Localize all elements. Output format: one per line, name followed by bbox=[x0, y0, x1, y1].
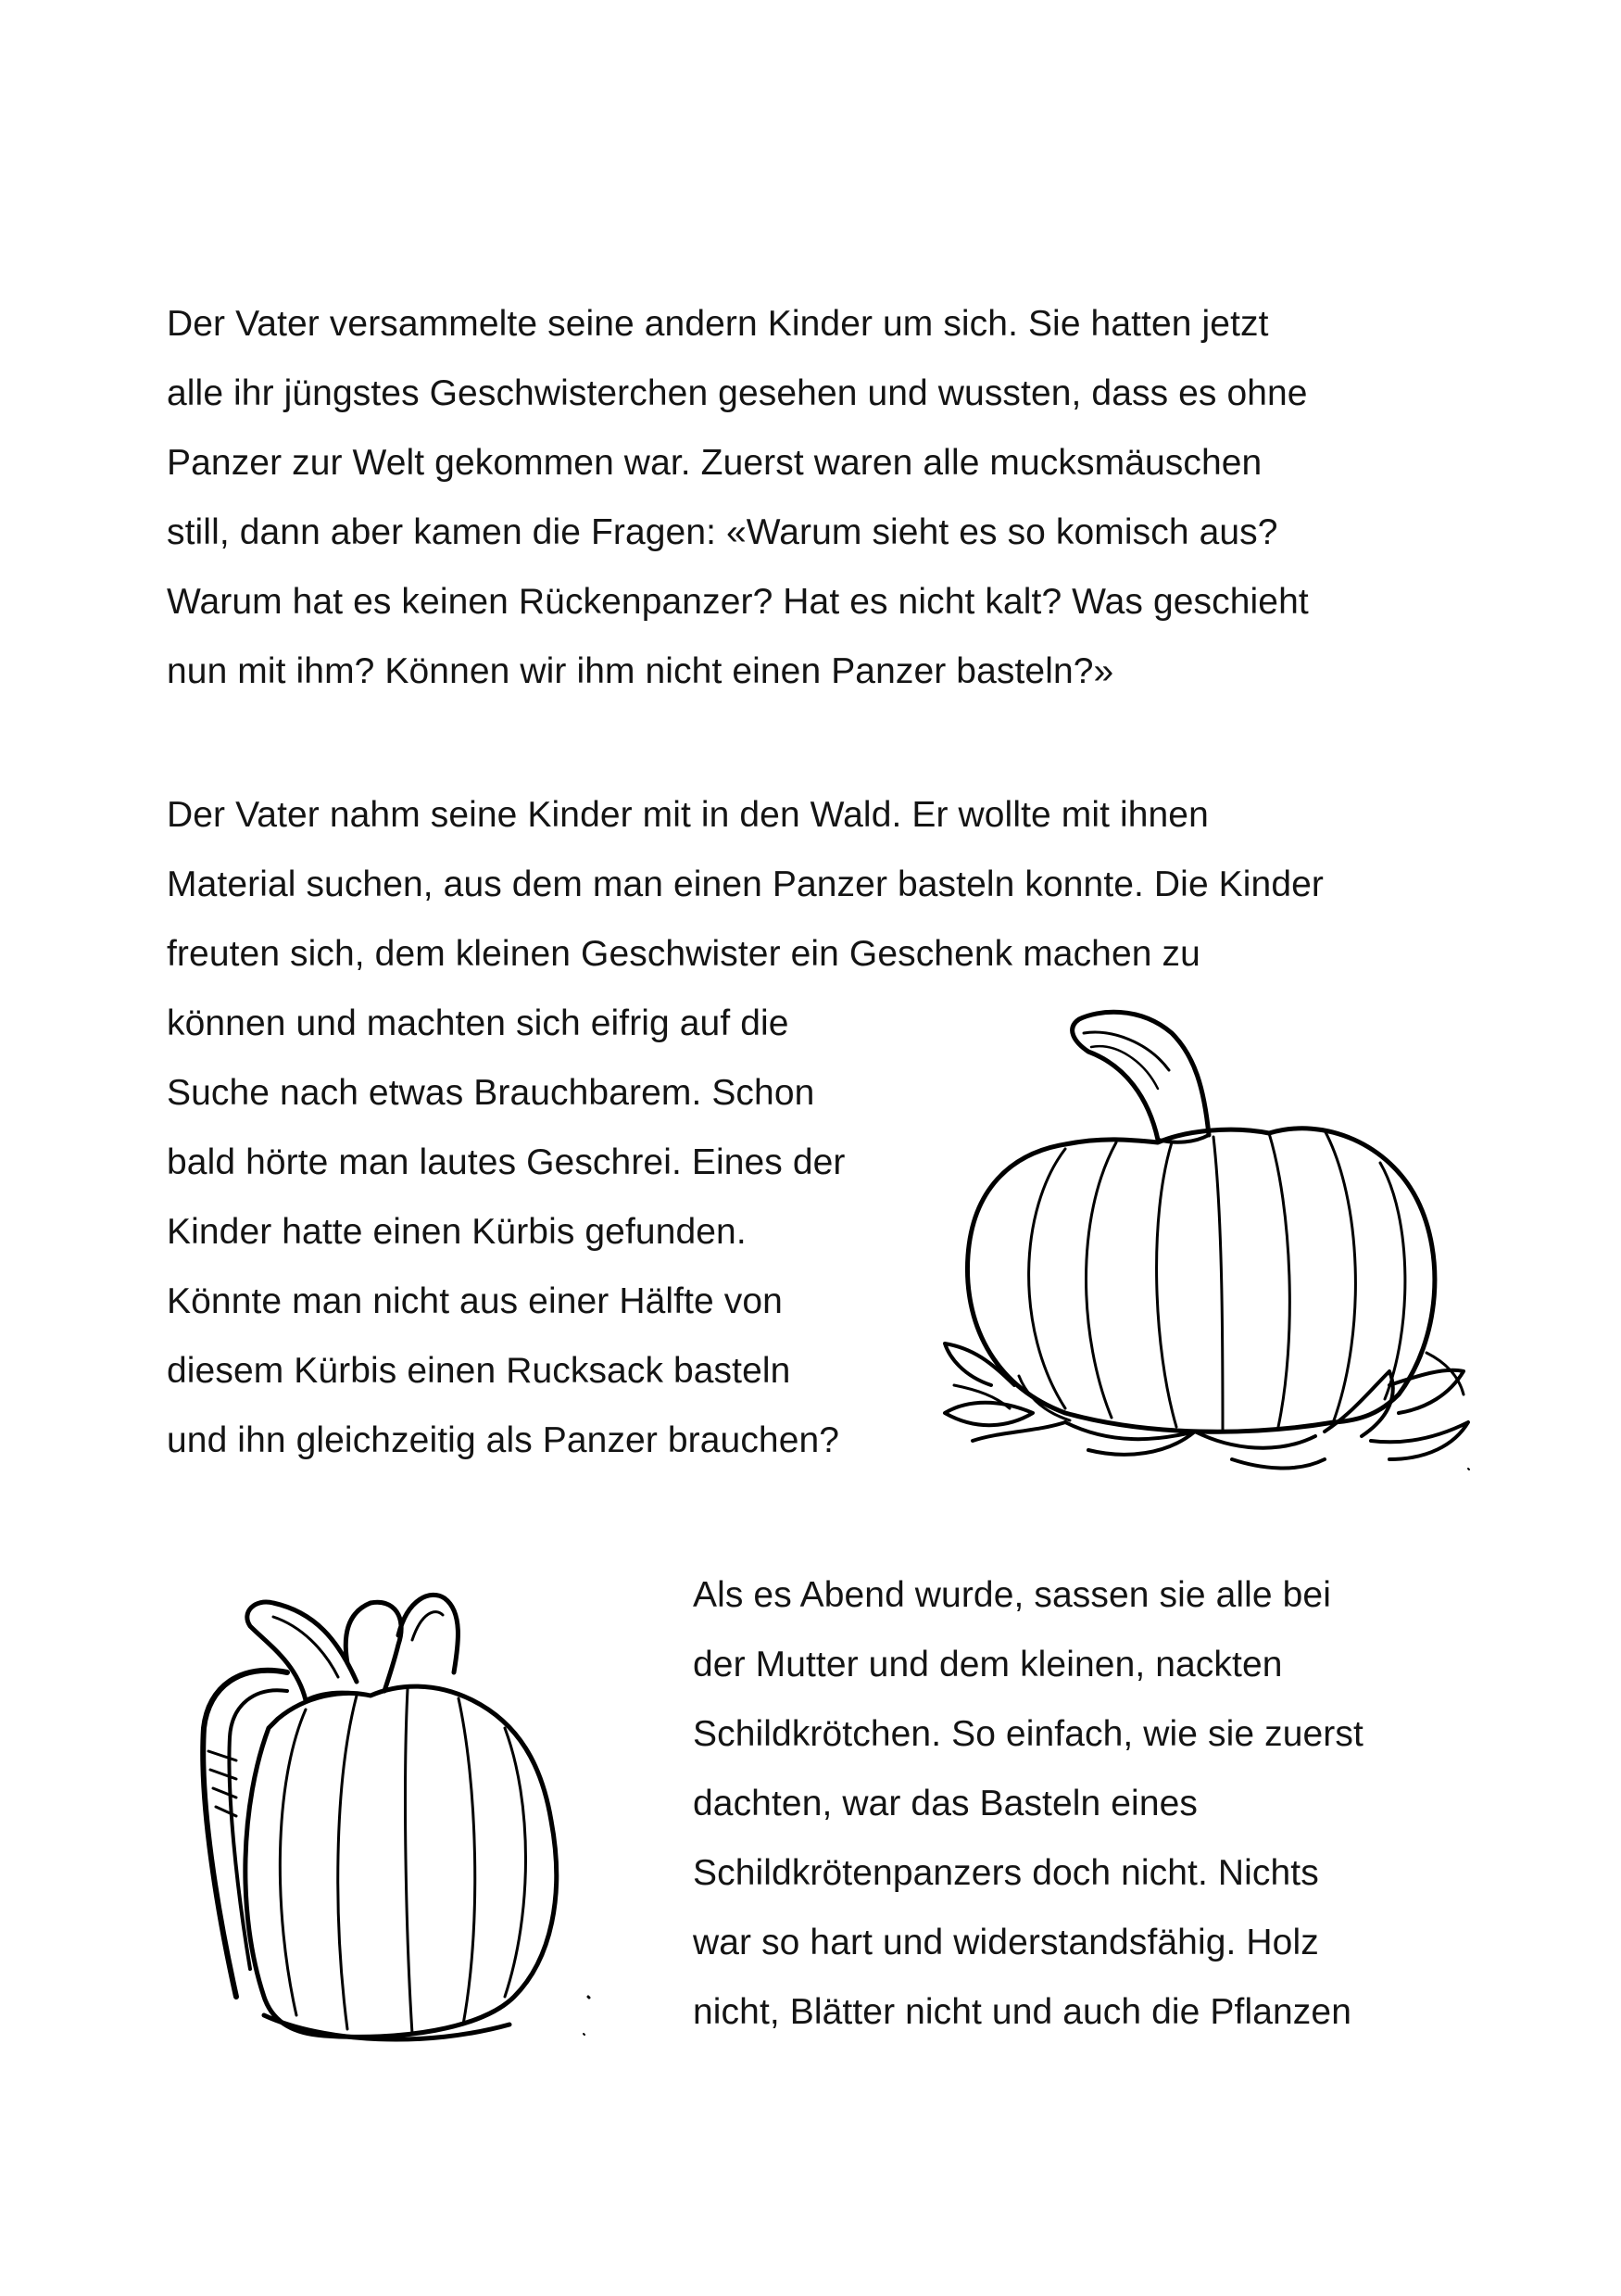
text-line: freuten sich, dem kleinen Geschwister ein Geschenk machen zu bbox=[167, 934, 1200, 974]
text-line: können und machten sich eifrig auf die bbox=[167, 1003, 789, 1043]
text-line: und ihn gleichzeitig als Panzer brauchen? bbox=[167, 1420, 840, 1460]
text-line: bald hörte man lautes Geschrei. Eines der bbox=[167, 1142, 846, 1182]
pumpkin-backpack-icon bbox=[185, 1561, 653, 2057]
text-line: der Mutter und dem kleinen, nackten bbox=[693, 1645, 1283, 1684]
paragraph-1 bbox=[167, 289, 1309, 706]
text-line: diesem Kürbis einen Rucksack basteln bbox=[167, 1351, 791, 1391]
text-line: Kinder hatte einen Kürbis gefunden. bbox=[167, 1212, 747, 1252]
text-line: Könnte man nicht aus einer Hälfte von bbox=[167, 1281, 783, 1321]
text-line: Schildkrötenpanzers doch nicht. Nichts bbox=[693, 1853, 1319, 1893]
text-line: Der Vater versammelte seine andern Kinder um sich. Sie hatten jetzt bbox=[167, 304, 1269, 344]
text-line: Schildkrötchen. So einfach, wie sie zuerst bbox=[693, 1714, 1363, 1754]
text-line: war so hart und widerstandsfähig. Holz bbox=[693, 1923, 1319, 1962]
text-line: Material suchen, aus dem man einen Panzer basteln konnte. Die Kinder bbox=[167, 864, 1325, 904]
text-line: Panzer zur Welt gekommen war. Zuerst waren alle mucksmäuschen bbox=[167, 443, 1263, 483]
paragraph-3 bbox=[693, 1560, 1363, 2047]
text-line: Der Vater nahm seine Kinder mit in den Wald. Er wollte mit ihnen bbox=[167, 795, 1209, 835]
text-line: still, dann aber kamen die Fragen: «Warum sieht es so komisch aus? bbox=[167, 512, 1278, 552]
text-line: Warum hat es keinen Rückenpanzer? Hat es nicht kalt? Was geschieht bbox=[167, 582, 1309, 622]
text-line: alle ihr jüngstes Geschwisterchen gesehen und wussten, dass es ohne bbox=[167, 373, 1308, 413]
text-line: Suche nach etwas Brauchbarem. Schon bbox=[167, 1073, 815, 1113]
text-line: nun mit ihm? Können wir ihm nicht einen Panzer basteln?» bbox=[167, 651, 1114, 691]
text-line: dachten, war das Basteln eines bbox=[693, 1784, 1199, 1823]
text-line: nicht, Blätter nicht und auch die Pflanzen bbox=[693, 1992, 1351, 2032]
pumpkin-icon bbox=[926, 978, 1473, 1487]
text-line: Als es Abend wurde, sassen sie alle bei bbox=[693, 1575, 1331, 1615]
